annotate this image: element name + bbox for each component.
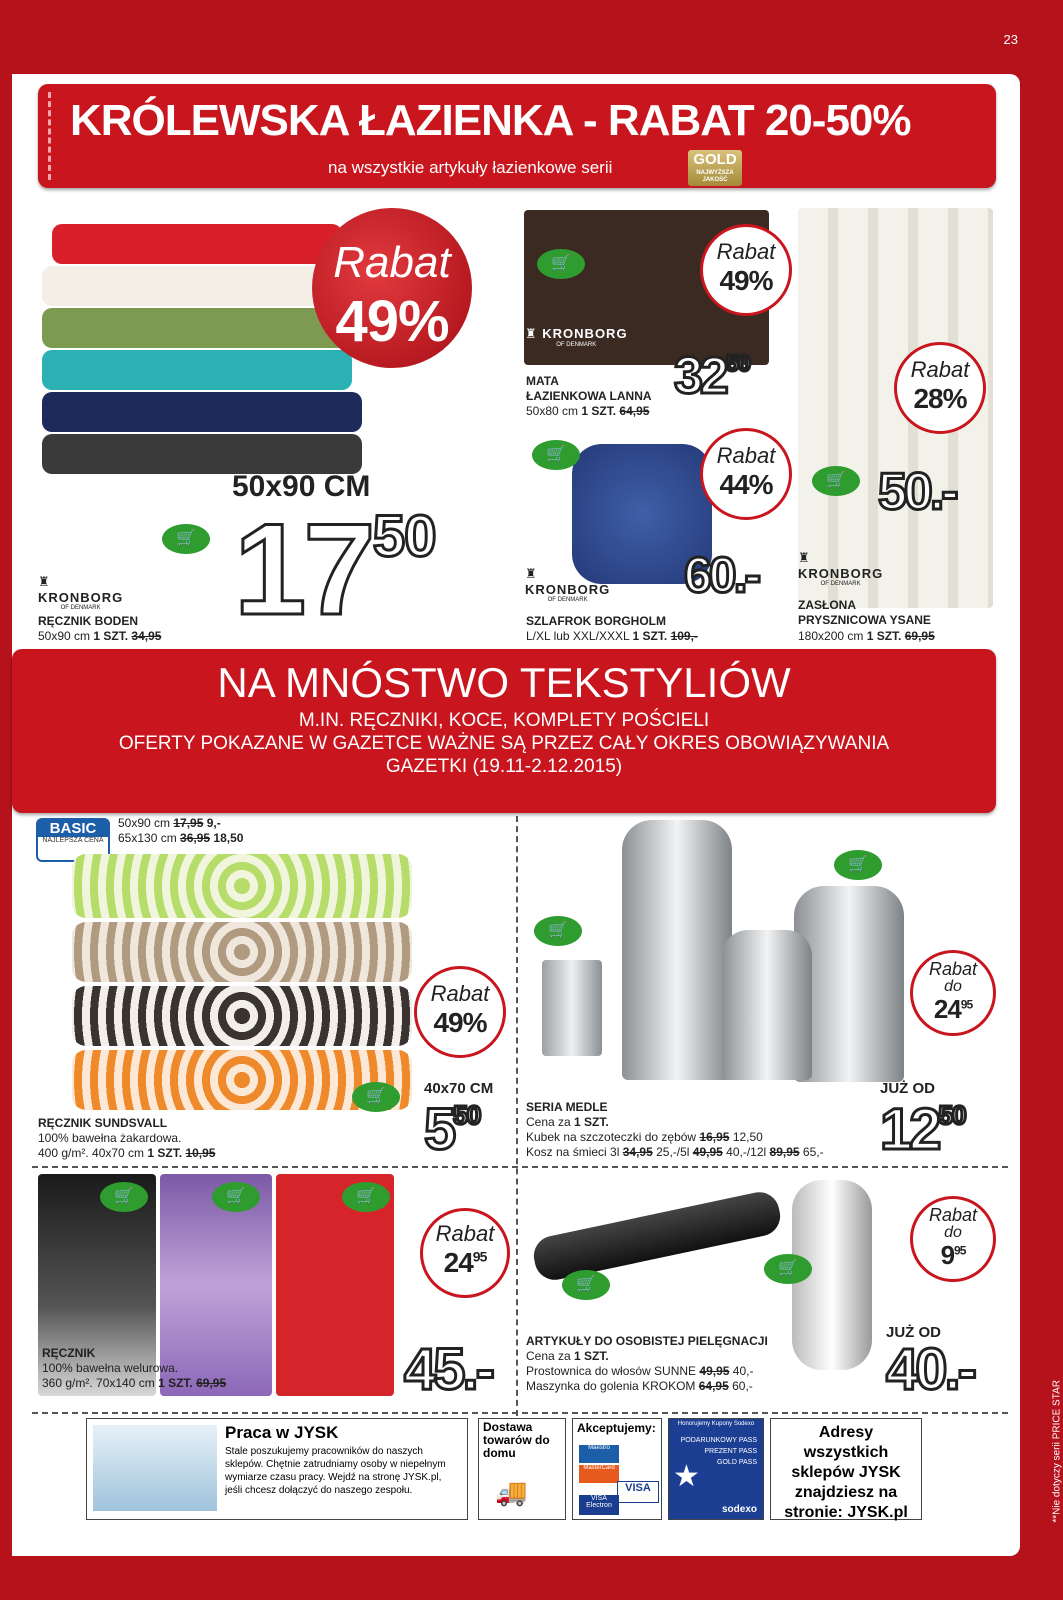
care-name: ARTYKUŁY DO OSOBISTEJ PIELĘGNACJI	[526, 1334, 768, 1348]
boden-name: RĘCZNIK BODEN	[38, 614, 139, 628]
rabat-badge-mata: Rabat 49%	[700, 224, 792, 316]
payment-box: Akceptujemy: Maestro MasterCard VISA VISA Electron	[572, 1418, 662, 1520]
page-number: 23	[1003, 32, 1018, 47]
textiles-banner	[12, 649, 996, 813]
price-szlafrok: 60.-	[684, 547, 759, 603]
price-boden: $17^{50}$	[234, 496, 436, 642]
side-note: **Nie dotyczy serii PRICE STAR	[1052, 1380, 1063, 1523]
visa-card-icon: VISA	[617, 1481, 659, 1503]
mata-name: MATA ŁAZIENKOWA LANNA	[526, 374, 652, 403]
sodexo-box: Honorujemy Kupony Sodexo PODARUNKOWY PASS PREZENT PASS GOLD PASS ★ sodexo	[668, 1418, 764, 1520]
boden-desc: 50x90 cm 1 SZT. 34,95	[38, 629, 162, 643]
toothbrush-cup-image	[542, 960, 602, 1056]
gold-badge: GOLD NAJWYŻSZA JAKOŚĆ	[688, 150, 742, 186]
szlafrok-name: SZLAFROK BORGHOLM	[526, 614, 666, 628]
textiles-line1: M.IN. RĘCZNIKI, KOCE, KOMPLETY POŚCIELI	[298, 710, 710, 731]
sodexo-star-icon: ★	[673, 1460, 700, 1493]
jobs-text: Stale poszukujemy pracowników do naszych sklepów. Chętnie zatrudniamy osoby w niepełnym wymiarze czasu pracy. Wejdź na stronę JYSK.pl, jeśli chcesz dołączyć do naszego zespołu.	[225, 1446, 446, 1496]
sundsvall-size-label: 40x70 CM	[424, 1080, 494, 1097]
textiles-line3: GAZETKI (19.11-2.12.2015)	[385, 756, 623, 777]
medle-name: SERIA MEDLE	[526, 1100, 608, 1114]
delivery-box: Dostawa towarów do domu 🚚	[478, 1418, 566, 1520]
medle-desc: Cena za 1 SZT. Kubek na szczoteczki do zębów 16,95 12,50 Kosz na śmieci 3l 34,95 25,-/5l 49,95 40,-/12l 89,95 65,-	[526, 1115, 824, 1159]
cart-icon[interactable]: 🛒	[537, 249, 585, 279]
top-banner	[38, 84, 996, 188]
banner-subtitle: na wszystkie artykuły łazienkowe serii	[328, 158, 613, 177]
cart-icon[interactable]: 🛒	[812, 466, 860, 496]
price-medle: $12^{50}$	[880, 1097, 966, 1162]
kronborg-logo: ♜ KRONBORG OF DENMARK	[525, 566, 611, 603]
price-sundsvall: $5^{50}$	[424, 1097, 481, 1162]
divider	[516, 816, 518, 1416]
price-zaslona: 50.-	[878, 463, 956, 521]
pedal-bin-small-image	[722, 930, 812, 1080]
rabat-badge-boden: Rabat 49%	[312, 208, 472, 368]
rabat-badge-zaslona: Rabat 28%	[894, 342, 986, 434]
delivery-truck-icon: 🚚	[495, 1477, 528, 1507]
price-care: 40.-	[886, 1337, 974, 1402]
zaslona-name: ZASŁONA PRYSZNICOWA YSANE	[798, 598, 931, 627]
cart-icon[interactable]: 🛒	[352, 1082, 400, 1112]
divider	[32, 1166, 1008, 1168]
kronborg-logo: ♜ KRONBORG OF DENMARK	[525, 326, 628, 348]
rabat-badge-kids: Rabat $24^{95}$	[420, 1208, 510, 1298]
hair-straightener-image	[530, 1188, 784, 1283]
kids-desc: 100% bawełna welurowa. 360 g/m². 70x140 cm 1 SZT. 69,95	[42, 1361, 227, 1390]
cart-icon[interactable]: 🛒	[212, 1182, 260, 1212]
mastercard-icon: MasterCard	[579, 1465, 619, 1483]
page-sheet	[12, 74, 1020, 1556]
visa-electron-icon: VISA Electron	[579, 1495, 619, 1515]
jobs-box	[86, 1418, 468, 1520]
rabat-badge-care: Rabat do $9^{95}$	[910, 1196, 996, 1282]
cart-icon[interactable]: 🛒	[342, 1182, 390, 1212]
cart-icon[interactable]: 🛒	[162, 524, 210, 554]
addresses-box: Adresy wszystkich sklepów JYSK znajdziesz na stronie: JYSK.pl	[770, 1418, 922, 1520]
basic-badge: BASIC NAJLEPSZA CENA	[36, 818, 110, 862]
price-kids: 45.-	[404, 1337, 492, 1402]
cart-icon[interactable]: 🛒	[834, 850, 882, 880]
price-mata: $32^{50}$	[674, 347, 750, 405]
sundsvall-options: 50x90 cm 17,95 9,- 65x130 cm 36,95 18,50	[118, 816, 244, 845]
cart-icon[interactable]: 🛒	[562, 1270, 610, 1300]
sundsvall-desc: 100% bawełna żakardowa. 400 g/m². 40x70 cm 1 SZT. 10,95	[38, 1131, 216, 1160]
szlafrok-desc: L/XL lub XXL/XXXL 1 SZT. 109,-	[526, 629, 698, 643]
zaslona-desc: 180x200 cm 1 SZT. 69,95	[798, 629, 935, 643]
rabat-badge-szlafrok: Rabat 44%	[700, 428, 792, 520]
cart-icon[interactable]: 🛒	[532, 440, 580, 470]
cart-icon[interactable]: 🛒	[534, 916, 582, 946]
sundsvall-name: RĘCZNIK SUNDSVALL	[38, 1116, 168, 1130]
cart-icon[interactable]: 🛒	[764, 1254, 812, 1284]
pedal-bin-large-image	[622, 820, 732, 1080]
kids-name: RĘCZNIK	[42, 1346, 96, 1360]
medle-juz-od: JUŻ OD	[880, 1080, 936, 1097]
kronborg-logo: ♜ KRONBORG OF DENMARK	[38, 574, 124, 611]
maestro-card-icon: Maestro	[579, 1445, 619, 1463]
care-desc: Cena za 1 SZT. Prostownica do włosów SUNNE 49,95 40,- Maszynka do golenia KROKOM 64,95 60,-	[526, 1349, 754, 1393]
kronborg-logo: ♜ KRONBORG OF DENMARK	[798, 550, 884, 587]
rabat-badge-medle: Rabat do $24^{95}$	[910, 950, 996, 1036]
mata-desc: 50x80 cm 1 SZT. 64,95	[526, 404, 650, 418]
staff-photo	[93, 1425, 217, 1511]
textiles-title: NA MNÓSTWO TEKSTYLIÓW	[217, 659, 791, 706]
jobs-title: Praca w JYSK	[225, 1423, 339, 1442]
care-juz-od: JUŻ OD	[886, 1324, 942, 1341]
rabat-badge-sundsvall: Rabat 49%	[414, 966, 506, 1058]
cart-icon[interactable]: 🛒	[100, 1182, 148, 1212]
divider	[32, 1412, 1008, 1414]
textiles-line2: OFERTY POKAZANE W GAZETCE WAŻNE SĄ PRZEZ CAŁY OKRES OBOWIĄZYWANIA	[118, 733, 890, 754]
banner-title: KRÓLEWSKA ŁAZIENKA - RABAT 20-50%	[70, 96, 911, 145]
jacquard-towels-image	[72, 854, 412, 1110]
boden-size-label: 50x90 CM	[232, 470, 371, 503]
